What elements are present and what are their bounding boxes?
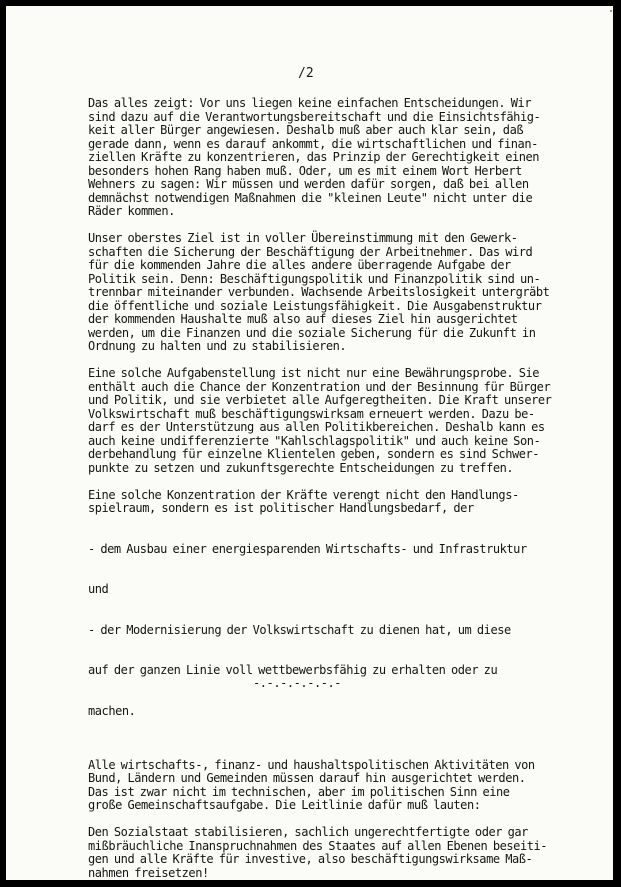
text-line: ziellen Kräfte zu konzentrieren, das Prinzip der Gerechtigkeit einen — [88, 150, 540, 164]
text-line: für die kommenden Jahre die alles andere überragende Aufgabe der — [88, 258, 511, 272]
paragraph-1 — [88, 97, 608, 219]
body-text — [88, 97, 608, 880]
paragraph-2 — [88, 232, 608, 354]
text-line: Eine solche Aufgabenstellung ist nicht nur eine Bewährungsprobe. Sie — [88, 366, 540, 380]
text-line: besonders hohen Rang haben muß. Oder, um es mit einem Wort Herbert — [88, 163, 522, 178]
bullet-line: auf der ganzen Linie voll wettbewerbsfähig zu erhalten oder zu — [88, 663, 498, 677]
text-line: Eine solche Konzentration der Kräfte verengt nicht den Handlungs- — [88, 487, 519, 502]
text-line: Das alles zeigt: Vor uns liegen keine einfachen Entscheidungen. Wir — [88, 96, 532, 110]
text-line: demnächst notwendigen Maßnahmen die "kleinen Leute" nicht unter die — [88, 190, 533, 205]
text-line: Ordnung zu halten und zu stabilisieren. — [88, 339, 347, 353]
text-line: große Gemeinschaftsaufgabe. Die Leitlinie dafür muß lauten: — [88, 798, 481, 812]
text-line: gen und alle Kräfte für investive, also beschäftigungswirksame Maß- — [88, 852, 533, 866]
paragraph-3 — [88, 367, 608, 475]
text-line: Volkswirtschaft muß beschäftigungswirksam erneuert werden. Dazu be- — [88, 406, 535, 421]
text-line: Bund, Ländern und Gemeinden müssen darauf hin ausgerichtet werden. — [88, 771, 526, 785]
bullet-list — [88, 516, 608, 746]
text-line: Wehners zu sagen: Wir müssen und werden dafür sorgen, daß bei allen — [88, 177, 529, 191]
paragraph-6 — [88, 826, 608, 880]
bullet-line: - dem Ausbau einer energiesparenden Wirtschafts- und Infrastruktur — [88, 541, 527, 556]
text-line: darf es der Unterstützung aus allen Politikbereichen. Deshalb kann es — [88, 420, 545, 434]
text-line: Unser oberstes Ziel ist in voller Übereinstimmung mit den Gewerk- — [88, 231, 518, 245]
text-line: Den Sozialstaat stabilisieren, sachlich ungerechtfertigte oder gar — [88, 825, 528, 839]
text-line: werden, um die Finanzen und die soziale Sicherung für die Zukunft in — [88, 325, 536, 340]
text-line: gerade dann, wenn es darauf ankommt, die wirtschaftlichen und finan- — [88, 136, 538, 151]
closing-separator: -.-.-.-.-.-.- — [253, 676, 342, 690]
page-number: /2 — [298, 66, 314, 81]
document-page — [6, 6, 613, 880]
text-line: sind dazu auf die Verantwortungsbereitschaft und die Einsichtsfähig- — [88, 109, 541, 124]
text-line: spielraum, sondern es ist politischer Handlungsbedarf, der — [88, 501, 474, 515]
text-line: enthält auch die Chance der Konzentration und der Besinnung für Bürger — [88, 379, 551, 394]
text-line: die öffentliche und soziale Leistungsfähigkeit. Die Ausgabenstruktur — [88, 298, 542, 313]
paragraph-4 — [88, 489, 608, 746]
text-line: keit aller Bürger angewiesen. Deshalb muß aber auch klar sein, daß — [88, 123, 524, 137]
text-line: der kommenden Haushalte muß also auf dieses Ziel hin ausgerichtet — [88, 312, 518, 326]
text-line: derbehandlung für einzelne Klientelen geben, sondern es sind Schwer- — [88, 447, 540, 461]
text-line: auch keine undifferenzierte "Kahlschlagspolitik" und auch keine Son- — [88, 433, 541, 448]
bullet-line: und — [88, 582, 109, 596]
text-line: Räder kommen. — [88, 204, 175, 218]
text-line: trennbar miteinander verbunden. Wachsende Arbeitslosigkeit untergräbt — [88, 285, 550, 299]
text-line: Politik sein. Denn: Beschäftigungspolitik und Finanzpolitik sind un- — [88, 271, 541, 286]
paragraph-5 — [88, 759, 608, 813]
text-line: mißbräuchliche Inanspruchnahmen des Staates auf allen Ebenen beseiti- — [88, 838, 548, 853]
text-line: nahmen freisetzen! — [88, 865, 209, 880]
text-line: und Politik, und sie verbietet alle Aufgeregtheiten. Die Kraft unserer — [88, 393, 552, 407]
text-line: punkte zu setzen und zukunftsgerechte Entscheidungen zu treffen. — [88, 460, 514, 475]
text-line: Das ist zwar nicht im technischen, aber im politischen Sinn eine — [88, 784, 510, 799]
bullet-line: machen. — [88, 703, 136, 718]
scan-speck — [610, 10, 612, 12]
text-line: schaften die Sicherung der Beschäftigung der Arbeitnehmer. Das wird — [88, 244, 533, 259]
text-line: Alle wirtschafts-, finanz- und haushaltspolitischen Aktivitäten von — [88, 757, 535, 772]
bullet-line: - der Modernisierung der Volkswirtschaft zu dienen hat, um diese — [88, 622, 511, 637]
